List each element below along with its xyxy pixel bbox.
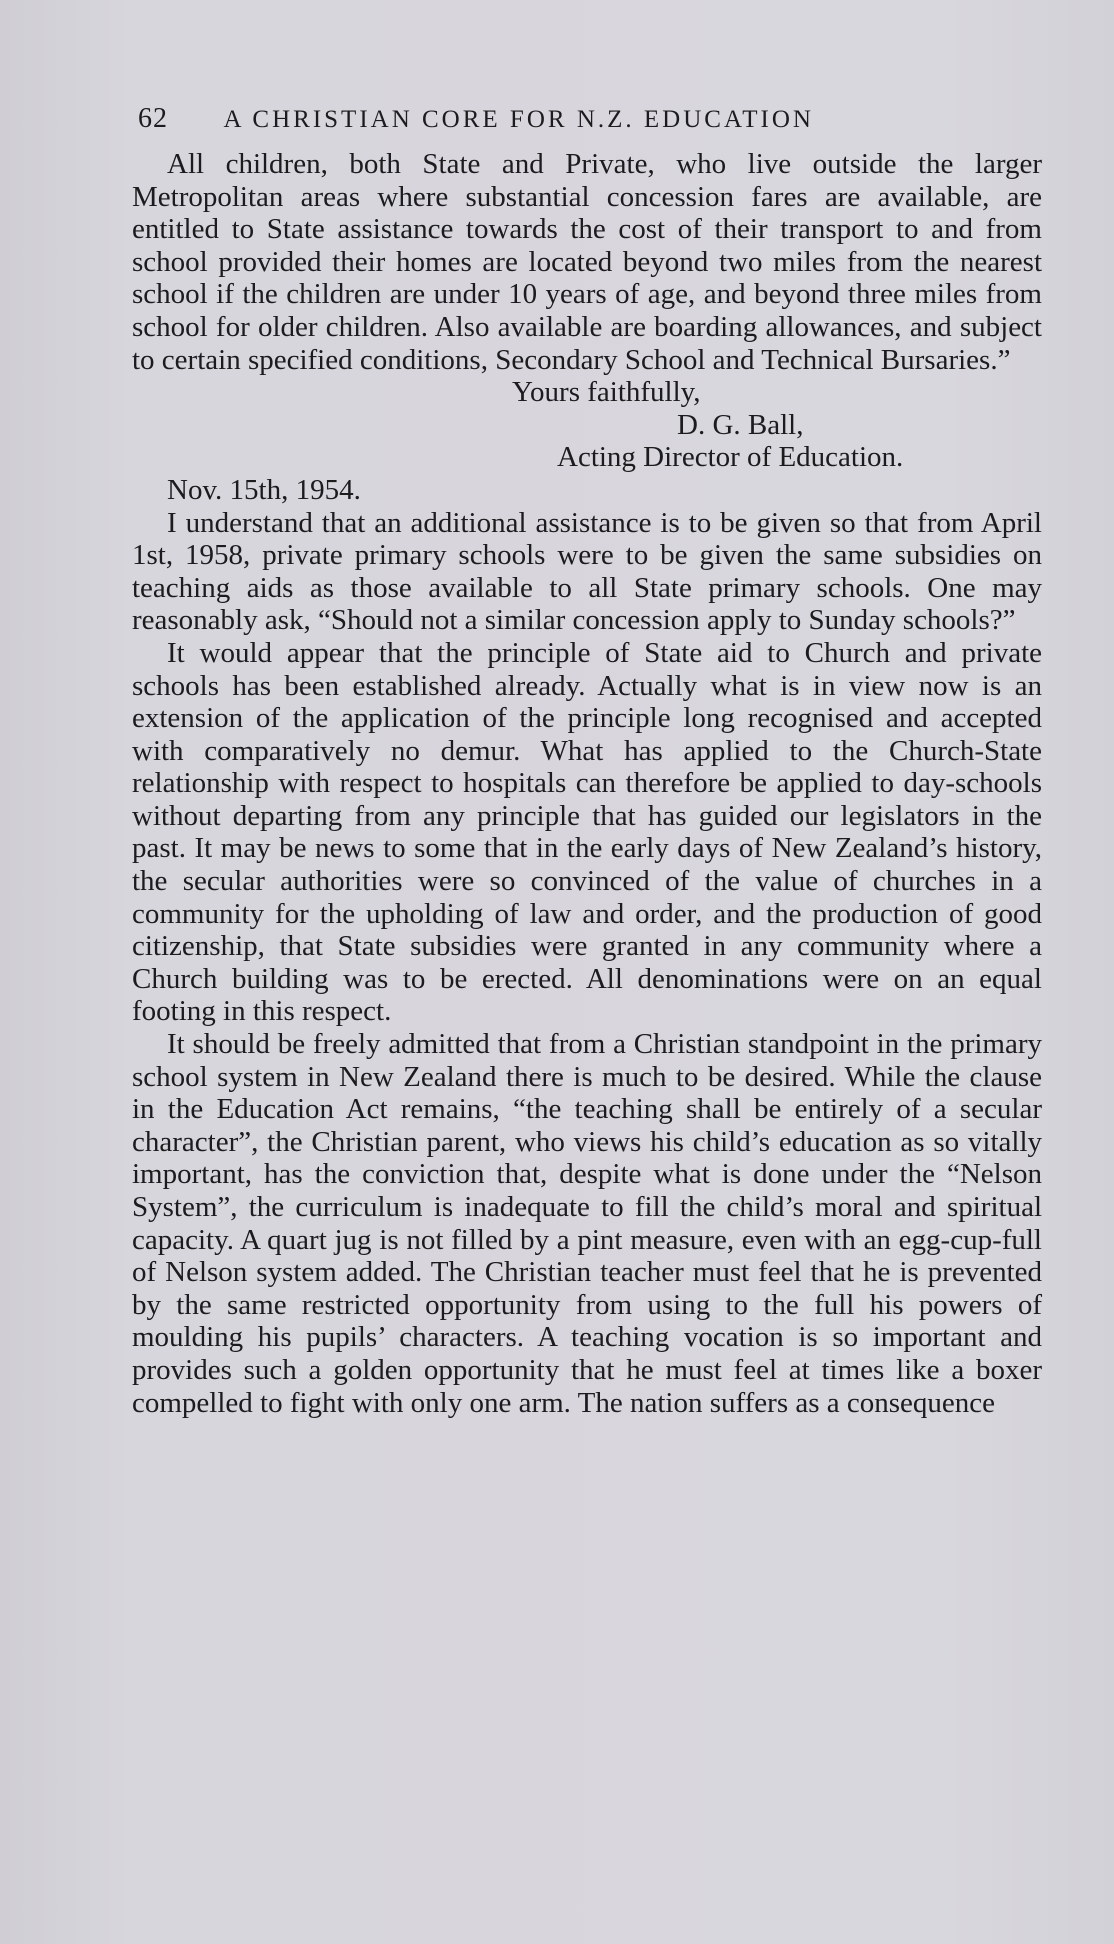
- body-text: [132, 148, 1042, 1419]
- paragraph: It should be freely admitted that from a Christian standpoint in the primary school system in New Zealand there is much to be desired. While the clause in the Education Act remains, “the teaching shall be entirely of a secular character”, the Christian parent, who views his child’s education as so vitally important, has the conviction that, despite what is done under the “Nelson System”, the curriculum is inadequate to fill the child’s moral and spiritual capacity. A quart jug is not filled by a pint measure, even with an egg-cup-full of Nelson system added. The Christian teacher must feel that he is prevented by the same restricted opportunity from using to the full his powers of moulding his pupils’ characters. A teaching vocation is so important and provides such a golden opportunity that he must feel at times like a boxer compelled to fight with only one arm. The nation suffers as a consequence: [132, 1028, 1042, 1419]
- paragraph: I understand that an additional assistance is to be given so that from April 1st, 1958, private primary schools were to be given the same subsidies on teaching aids as those available to all State primary schools. One may reasonably ask, “Should not a similar concession apply to Sunday schools?”: [132, 506, 1042, 637]
- letter-valediction: Yours faithfully,: [512, 376, 701, 409]
- running-title: A CHRISTIAN CORE FOR N.Z. EDUCATION: [223, 106, 814, 133]
- letter-closing-paragraph: All children, both State and Private, who live outside the larger Metropolitan areas where substantial concession fares are available, are entitled to State assistance towards the cost of their transport to and from school provided their homes are located beyond two miles from the nearest school if the children are under 10 years of age, and beyond three miles from school for older children. Also available are boarding allowances, and subject to certain specified conditions, Secondary School and Technical Bursaries.”: [132, 148, 1042, 376]
- letter-signatory-title: Acting Director of Education.: [557, 441, 904, 474]
- paragraph: It would appear that the principle of State aid to Church and private schools has been established already. Actually what is in view now is an extension of the application of the principle long recognised and accepted with comparatively no demur. What has applied to the Church-State relationship with respect to hospitals can therefore be applied to day-schools without departing from any principle that has guided our legislators in the past. It may be news to some that in the early days of New Zealand’s history, the secular authorities were so convinced of the value of churches in a community for the upholding of law and order, and the production of good citizenship, that State subsidies were granted in any community where a Church building was to be erected. All denominations were on an equal footing in this respect.: [132, 636, 1042, 1028]
- page-number: 62: [138, 103, 168, 134]
- running-header: [138, 104, 1038, 135]
- letter-date: Nov. 15th, 1954.: [167, 473, 361, 506]
- letter-signatory: D. G. Ball,: [677, 408, 804, 441]
